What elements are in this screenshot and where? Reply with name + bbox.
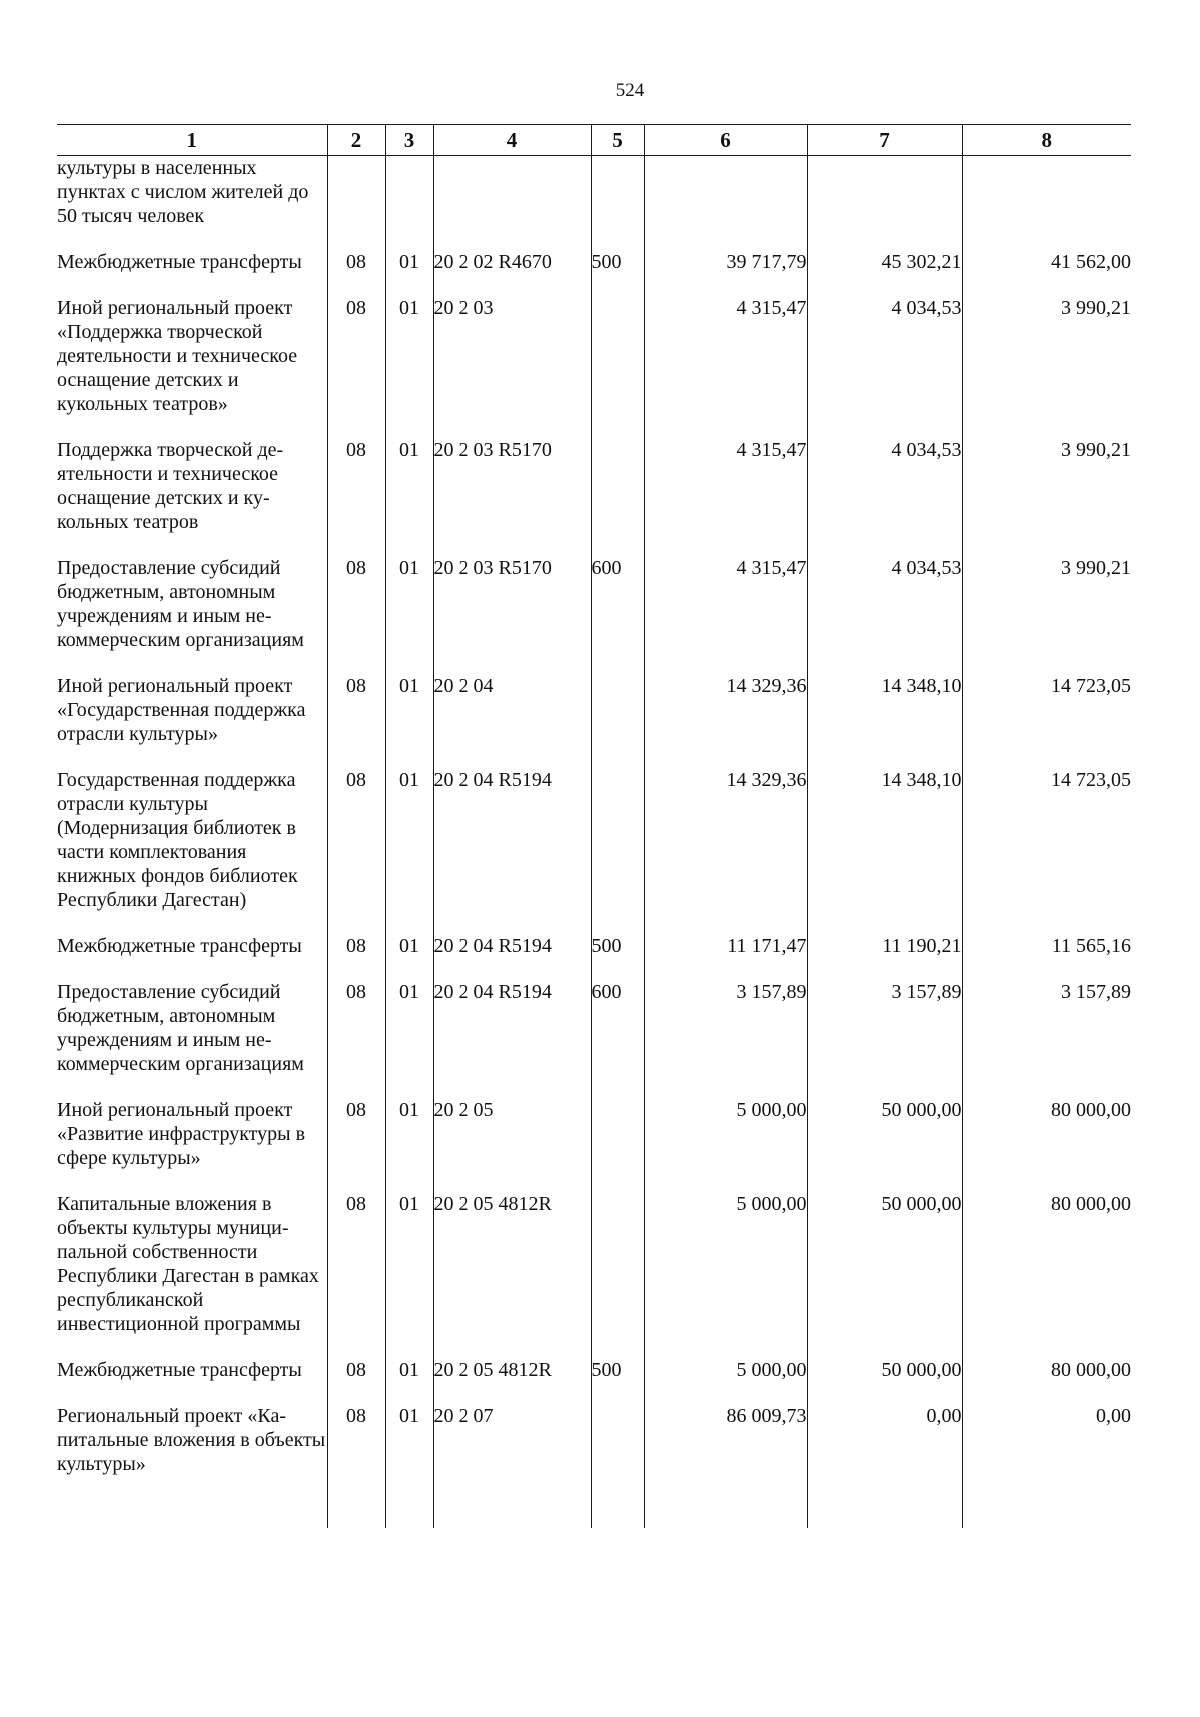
section-code-cell: 08 (327, 1404, 385, 1498)
amount-col-8-cell: 41 562,00 (962, 250, 1131, 296)
table-row (57, 156, 1131, 251)
amount-col-6-cell: 4 315,47 (644, 556, 807, 674)
header-col-6: 6 (644, 125, 807, 156)
expense-type-cell (591, 438, 644, 556)
amount-col-7-cell: 4 034,53 (807, 438, 962, 556)
amount-col-8-cell: 80 000,00 (962, 1098, 1131, 1192)
expense-type-cell (591, 156, 644, 251)
section-code-cell: 08 (327, 674, 385, 768)
subsection-code-cell: 01 (385, 1192, 433, 1358)
amount-col-8-cell: 11 565,16 (962, 934, 1131, 980)
spacer-cell (57, 1498, 327, 1528)
row-name-cell: Иной региональный проект «Развитие инфраструктуры в сфере культуры» (57, 1099, 306, 1169)
table-row (57, 1404, 1131, 1498)
section-code-cell: 08 (327, 296, 385, 438)
amount-col-8-cell: 3 990,21 (962, 296, 1131, 438)
target-article-cell: 20 2 07 (433, 1404, 591, 1498)
subsection-code-cell: 01 (385, 250, 433, 296)
row-name-cell: Межбюджетные трансферты (57, 1359, 302, 1381)
amount-col-6-cell: 14 329,36 (644, 674, 807, 768)
target-article-cell: 20 2 05 4812R (433, 1192, 591, 1358)
section-code-cell: 08 (327, 438, 385, 556)
target-article-cell: 20 2 03 R5170 (433, 556, 591, 674)
subsection-code-cell: 01 (385, 980, 433, 1098)
section-code-cell: 08 (327, 556, 385, 674)
subsection-code-cell: 01 (385, 556, 433, 674)
amount-col-8-cell: 80 000,00 (962, 1358, 1131, 1404)
spacer-cell (591, 1498, 644, 1528)
expense-type-cell: 500 (591, 250, 644, 296)
amount-col-8-cell: 3 157,89 (962, 980, 1131, 1098)
target-article-cell: 20 2 05 4812R (433, 1358, 591, 1404)
expense-type-cell (591, 768, 644, 934)
spacer-cell (327, 1498, 385, 1528)
header-col-1: 1 (57, 125, 327, 156)
amount-col-8-cell: 3 990,21 (962, 438, 1131, 556)
budget-table (57, 124, 1131, 1528)
spacer-cell (385, 1498, 433, 1528)
target-article-cell: 20 2 05 (433, 1098, 591, 1192)
target-article-cell (433, 156, 591, 251)
header-col-2: 2 (327, 125, 385, 156)
subsection-code-cell: 01 (385, 674, 433, 768)
amount-col-7-cell: 11 190,21 (807, 934, 962, 980)
expense-type-cell (591, 674, 644, 768)
table-row (57, 980, 1131, 1098)
amount-col-6-cell: 5 000,00 (644, 1098, 807, 1192)
expense-type-cell (591, 1098, 644, 1192)
amount-col-6-cell: 3 157,89 (644, 980, 807, 1098)
section-code-cell: 08 (327, 768, 385, 934)
amount-col-7-cell: 50 000,00 (807, 1358, 962, 1404)
amount-col-7-cell: 3 157,89 (807, 980, 962, 1098)
section-code-cell: 08 (327, 1098, 385, 1192)
row-name-cell: Капитальные вложения в объекты культуры муниципальной собственности Республики Дагестан в рамках республиканской инвестиционной программы (57, 1193, 319, 1335)
target-article-cell: 20 2 03 (433, 296, 591, 438)
amount-col-7-cell: 14 348,10 (807, 768, 962, 934)
amount-col-6-cell: 4 315,47 (644, 296, 807, 438)
table-row (57, 1192, 1131, 1358)
subsection-code-cell: 01 (385, 1358, 433, 1404)
spacer-cell (644, 1498, 807, 1528)
target-article-cell: 20 2 04 R5194 (433, 768, 591, 934)
subsection-code-cell: 01 (385, 768, 433, 934)
amount-col-8-cell: 3 990,21 (962, 556, 1131, 674)
amount-col-6-cell: 5 000,00 (644, 1192, 807, 1358)
spacer-cell (807, 1498, 962, 1528)
table-row (57, 768, 1131, 934)
target-article-cell: 20 2 02 R4670 (433, 250, 591, 296)
amount-col-7-cell: 14 348,10 (807, 674, 962, 768)
expense-type-cell (591, 1404, 644, 1498)
row-name-cell: Предоставление субсидий бюджетным, автономным учреждениям и иным некоммерческим организациям (57, 981, 304, 1075)
section-code-cell: 08 (327, 980, 385, 1098)
section-code-cell: 08 (327, 250, 385, 296)
amount-col-6-cell: 4 315,47 (644, 438, 807, 556)
header-col-7: 7 (807, 125, 962, 156)
amount-col-8-cell: 0,00 (962, 1404, 1131, 1498)
amount-col-7-cell: 4 034,53 (807, 296, 962, 438)
section-code-cell: 08 (327, 1192, 385, 1358)
table-row (57, 674, 1131, 768)
target-article-cell: 20 2 04 R5194 (433, 934, 591, 980)
amount-col-6-cell: 39 717,79 (644, 250, 807, 296)
table-row (57, 250, 1131, 296)
section-code-cell (327, 156, 385, 251)
row-name-cell: Иной региональный проект «Государственная поддержка отрасли культуры» (57, 675, 306, 745)
header-col-3: 3 (385, 125, 433, 156)
amount-col-7-cell: 45 302,21 (807, 250, 962, 296)
header-col-5: 5 (591, 125, 644, 156)
expense-type-cell (591, 296, 644, 438)
subsection-code-cell: 01 (385, 1098, 433, 1192)
table-row (57, 1098, 1131, 1192)
amount-col-7-cell: 4 034,53 (807, 556, 962, 674)
subsection-code-cell (385, 156, 433, 251)
header-col-4: 4 (433, 125, 591, 156)
section-code-cell: 08 (327, 934, 385, 980)
expense-type-cell: 500 (591, 934, 644, 980)
header-col-8: 8 (962, 125, 1131, 156)
subsection-code-cell: 01 (385, 296, 433, 438)
amount-col-6-cell: 14 329,36 (644, 768, 807, 934)
row-name-cell: Государственная поддержка отрасли культуры (Модернизация библиотек в части комплектования книжных фондов библиотек Республики Дагестан) (57, 769, 298, 911)
table-row (57, 296, 1131, 438)
target-article-cell: 20 2 03 R5170 (433, 438, 591, 556)
target-article-cell: 20 2 04 (433, 674, 591, 768)
section-code-cell: 08 (327, 1358, 385, 1404)
amount-col-6-cell: 5 000,00 (644, 1358, 807, 1404)
page-number: 524 (615, 80, 645, 101)
spacer-cell (962, 1498, 1131, 1528)
target-article-cell: 20 2 04 R5194 (433, 980, 591, 1098)
expense-type-cell (591, 1192, 644, 1358)
table-row (57, 934, 1131, 980)
row-name-cell: Межбюджетные трансферты (57, 251, 302, 273)
table-row (57, 1358, 1131, 1404)
row-name-cell: Межбюджетные трансферты (57, 935, 302, 957)
amount-col-8-cell (962, 156, 1131, 251)
amount-col-7-cell (807, 156, 962, 251)
row-name-cell: культуры в населенных пунктах с числом жителей до 50 тысяч человек (57, 157, 309, 227)
amount-col-7-cell: 0,00 (807, 1404, 962, 1498)
table-header-row (57, 125, 1131, 156)
amount-col-6-cell: 86 009,73 (644, 1404, 807, 1498)
expense-type-cell: 600 (591, 980, 644, 1098)
subsection-code-cell: 01 (385, 1404, 433, 1498)
subsection-code-cell: 01 (385, 438, 433, 556)
table-bottom-spacer (57, 1498, 1131, 1528)
amount-col-7-cell: 50 000,00 (807, 1192, 962, 1358)
row-name-cell: Иной региональный проект «Поддержка творческой деятельности и техническое оснащение детских и кукольных театров» (57, 297, 298, 415)
table-row (57, 556, 1131, 674)
row-name-cell: Предоставление субсидий бюджетным, автономным учреждениям и иным некоммерческим организациям (57, 557, 304, 651)
amount-col-6-cell: 11 171,47 (644, 934, 807, 980)
amount-col-8-cell: 14 723,05 (962, 674, 1131, 768)
amount-col-8-cell: 80 000,00 (962, 1192, 1131, 1358)
subsection-code-cell: 01 (385, 934, 433, 980)
row-name-cell: Региональный проект «Капитальные вложения в объекты культуры» (57, 1405, 326, 1475)
expense-type-cell: 500 (591, 1358, 644, 1404)
table-row (57, 438, 1131, 556)
amount-col-7-cell: 50 000,00 (807, 1098, 962, 1192)
spacer-cell (433, 1498, 591, 1528)
amount-col-8-cell: 14 723,05 (962, 768, 1131, 934)
row-name-cell: Поддержка творческой деятельности и техническое оснащение детских и кукольных театров (57, 439, 284, 533)
amount-col-6-cell (644, 156, 807, 251)
expense-type-cell: 600 (591, 556, 644, 674)
